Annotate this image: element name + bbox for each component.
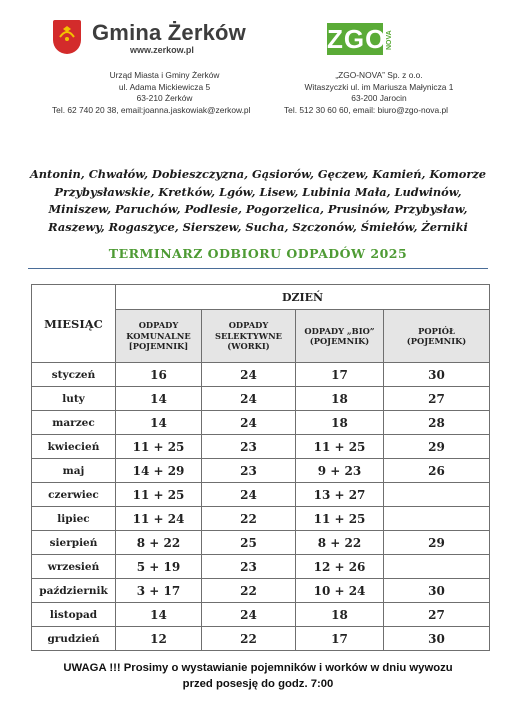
notice (0, 660, 516, 692)
selektywne-cell: 25 (202, 531, 296, 555)
popiol-cell: 29 (384, 531, 490, 555)
komunalne-cell: 16 (116, 363, 202, 387)
komunalne-cell: 11 + 25 (116, 435, 202, 459)
company-address (284, 70, 474, 116)
selektywne-cell: 23 (202, 459, 296, 483)
table-row (32, 507, 490, 531)
komunalne-cell: 8 + 22 (116, 531, 202, 555)
zgo-nova-label: NOVA (386, 30, 393, 50)
popiol-cell: 28 (384, 411, 490, 435)
month-cell: sierpień (32, 531, 116, 555)
address-line: Urząd Miasta i Gminy Żerków (109, 70, 220, 80)
popiol-cell: 30 (384, 627, 490, 651)
municipality-address (52, 70, 277, 116)
selektywne-cell: 22 (202, 579, 296, 603)
table-row (32, 531, 490, 555)
town-line: Miniszew, Paruchów, Podlesie, Pogorzelica, Prusinów, Przybysław, (48, 202, 468, 216)
municipality-url[interactable]: www.zerkow.pl (130, 45, 194, 55)
bio-cell: 18 (296, 411, 384, 435)
zgo-logo: ZGO (327, 24, 387, 54)
month-cell: listopad (32, 603, 116, 627)
address-line: 63-200 Jarocin (351, 93, 407, 103)
komunalne-cell: 11 + 25 (116, 483, 202, 507)
bio-cell: 17 (296, 627, 384, 651)
bio-cell: 18 (296, 387, 384, 411)
month-cell: styczeń (32, 363, 116, 387)
month-cell: czerwiec (32, 483, 116, 507)
bio-cell: 17 (296, 363, 384, 387)
popiol-cell: 27 (384, 387, 490, 411)
contact-line: Tel. 62 740 20 38, email:joanna.jaskowiak@zerkow.pl (52, 104, 251, 115)
column-header-komunalne: ODPADY KOMUNALNE [POJEMNIK] (116, 310, 202, 363)
selektywne-cell: 24 (202, 483, 296, 507)
schedule-title: TERMINARZ ODBIORU ODPADÓW 2025 (108, 246, 408, 261)
bio-cell: 9 + 23 (296, 459, 384, 483)
komunalne-cell: 5 + 19 (116, 555, 202, 579)
selektywne-cell: 22 (202, 507, 296, 531)
address-line: ul. Adama Mickiewicza 5 (118, 81, 211, 92)
bio-cell: 13 + 27 (296, 483, 384, 507)
address-line: Witaszyczki ul. im Mariusza Małynicza 1 (304, 81, 454, 92)
month-cell: kwiecień (32, 435, 116, 459)
column-header-selektywne: ODPADY SELEKTYWNE (WORKI) (202, 310, 296, 363)
komunalne-cell: 3 + 17 (116, 579, 202, 603)
month-cell: luty (32, 387, 116, 411)
month-cell: grudzień (32, 627, 116, 651)
table-row (32, 387, 490, 411)
popiol-cell (384, 483, 490, 507)
popiol-cell: 27 (384, 603, 490, 627)
table-row (32, 579, 490, 603)
table-row (32, 555, 490, 579)
bio-cell: 11 + 25 (296, 435, 384, 459)
town-line: Antonin, Chwałów, Dobieszczyzna, Gąsiorów, Gęczew, Kamień, Komorze (29, 167, 487, 181)
komunalne-cell: 11 + 24 (116, 507, 202, 531)
table-row (32, 435, 490, 459)
komunalne-cell: 14 (116, 603, 202, 627)
selektywne-cell: 24 (202, 603, 296, 627)
column-header-popiol: POPIÓŁ (POJEMNIK) (384, 310, 490, 363)
day-header: DZIEŃ (116, 285, 490, 310)
divider (28, 268, 488, 269)
selektywne-cell: 22 (202, 627, 296, 651)
bio-cell: 18 (296, 603, 384, 627)
month-cell: lipiec (32, 507, 116, 531)
table-row (32, 483, 490, 507)
notice-line: przed posesję do godz. 7:00 (182, 678, 334, 690)
popiol-cell (384, 507, 490, 531)
address-line: „ZGO-NOVA” Sp. z o.o. (335, 70, 423, 80)
komunalne-cell: 14 (116, 387, 202, 411)
column-header-bio: ODPADY „BIO” (POJEMNIK) (296, 310, 384, 363)
month-header: MIESIĄC (32, 285, 116, 363)
table-row (32, 603, 490, 627)
bio-cell: 10 + 24 (296, 579, 384, 603)
popiol-cell: 30 (384, 363, 490, 387)
selektywne-cell: 23 (202, 435, 296, 459)
month-cell: październik (32, 579, 116, 603)
selektywne-cell: 24 (202, 363, 296, 387)
table-row (32, 459, 490, 483)
komunalne-cell: 14 + 29 (116, 459, 202, 483)
month-cell: wrzesień (32, 555, 116, 579)
bio-cell: 8 + 22 (296, 531, 384, 555)
popiol-cell (384, 555, 490, 579)
zerkow-crest-icon (53, 20, 81, 54)
popiol-cell: 26 (384, 459, 490, 483)
selektywne-cell: 23 (202, 555, 296, 579)
popiol-cell: 30 (384, 579, 490, 603)
letterhead (0, 0, 516, 130)
bio-cell: 11 + 25 (296, 507, 384, 531)
bio-cell: 12 + 26 (296, 555, 384, 579)
collection-schedule-table (31, 284, 490, 651)
town-list (20, 166, 496, 236)
komunalne-cell: 14 (116, 411, 202, 435)
municipality-name: Gmina Żerków (92, 20, 246, 45)
month-cell: marzec (32, 411, 116, 435)
notice-line: UWAGA !!! Prosimy o wystawianie pojemników i worków w dniu wywozu (63, 662, 453, 674)
table-row (32, 411, 490, 435)
selektywne-cell: 24 (202, 411, 296, 435)
popiol-cell: 29 (384, 435, 490, 459)
selektywne-cell: 24 (202, 387, 296, 411)
contact-line: Tel. 512 30 60 60, email: biuro@zgo-nova.pl (284, 104, 449, 115)
address-line: 63-210 Żerków (136, 93, 193, 103)
table-row (32, 627, 490, 651)
town-line: Raszewy, Rogaszyce, Sierszew, Sucha, Szczonów, Śmiełów, Żerniki (48, 219, 468, 234)
town-line: Przybysławskie, Kretków, Lgów, Lisew, Lubinia Mała, Ludwinów, (54, 184, 462, 199)
month-cell: maj (32, 459, 116, 483)
table-row (32, 363, 490, 387)
komunalne-cell: 12 (116, 627, 202, 651)
